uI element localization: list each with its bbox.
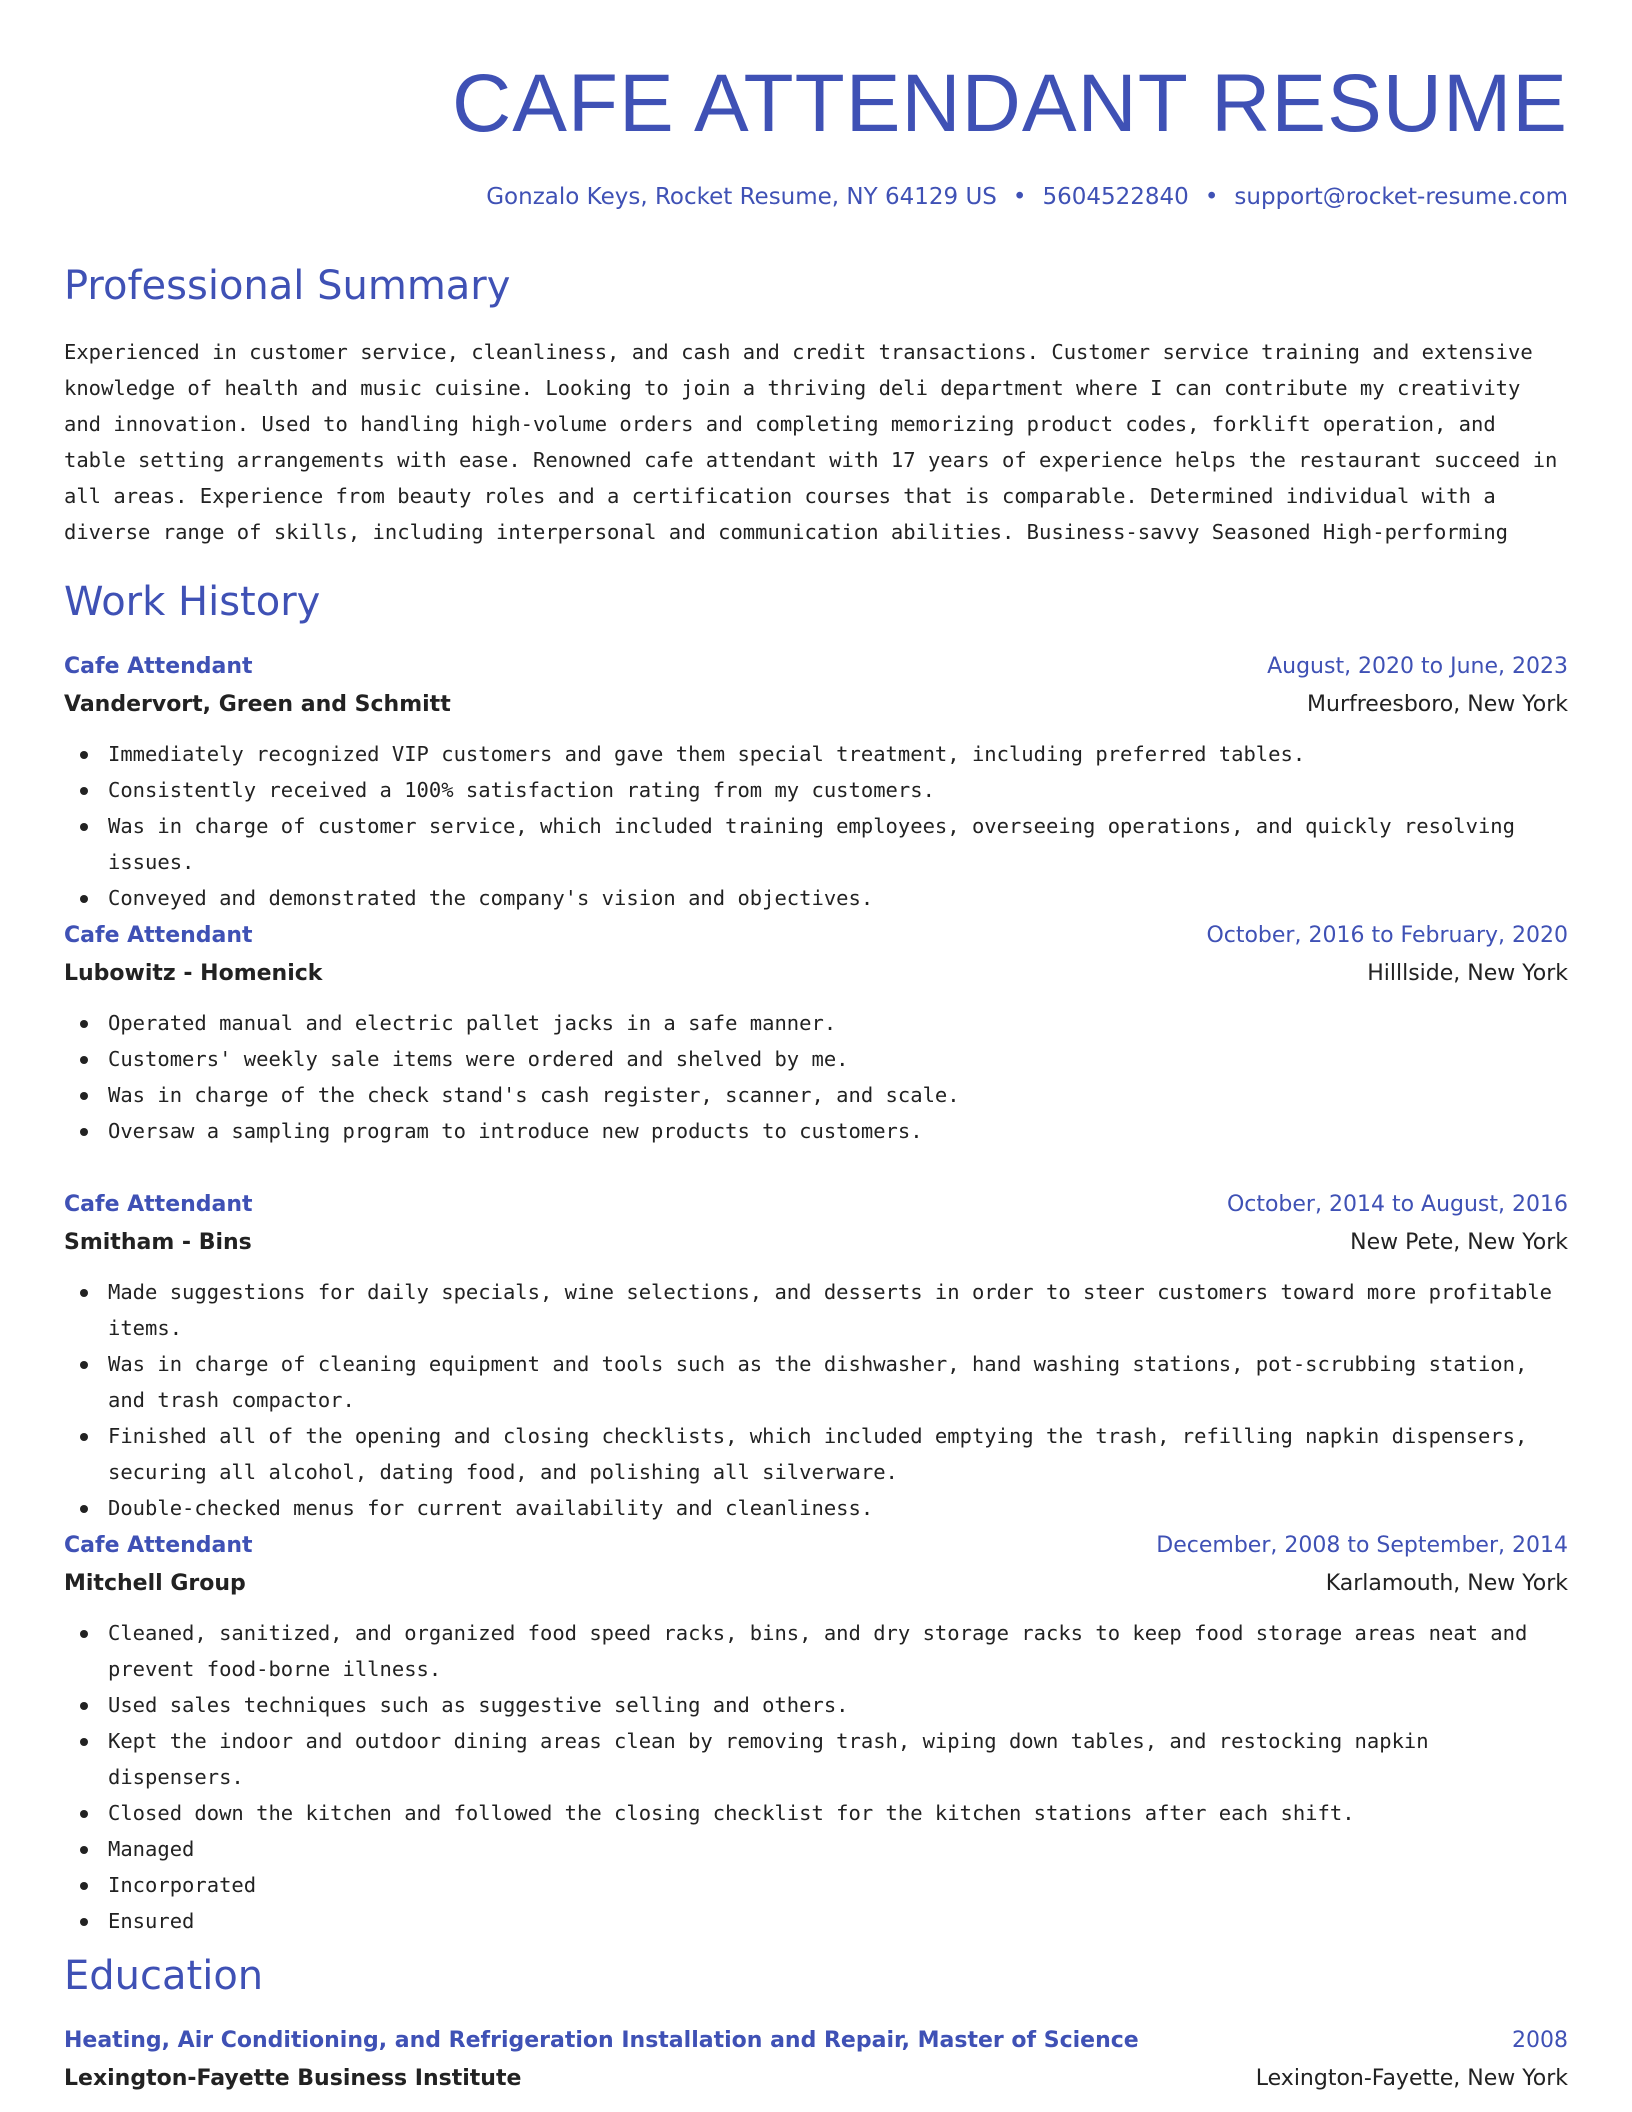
job-bullet: Was in charge of cleaning equipment and tools such as the dishwasher, hand washing stations, pot-scrubbing station, and trash compactor.: [64, 1346, 1568, 1418]
job-location: Murfreesboro, New York: [1307, 692, 1568, 717]
job-bullet: Managed: [64, 1831, 1568, 1867]
job-bullet: Conveyed and demonstrated the company's vision and objectives.: [64, 880, 1568, 916]
education-location: Lexington-Fayette, New York: [1255, 2066, 1568, 2091]
summary-heading: Professional Summary: [64, 263, 511, 309]
job-entry: [64, 1186, 1568, 1526]
education-header-row: [64, 2022, 1568, 2060]
education-heading: Education: [64, 1953, 264, 1999]
contact-separator: •: [1012, 184, 1027, 210]
job-bullet: Used sales techniques such as suggestive selling and others.: [64, 1687, 1568, 1723]
job-subheader-row: [64, 1565, 1568, 1603]
job-bullet: Closed down the kitchen and followed the closing checklist for the kitchen stations after each shift.: [64, 1795, 1568, 1831]
job-header-row: [64, 648, 1568, 686]
job-subheader-row: [64, 1224, 1568, 1262]
job-company: Mitchell Group: [64, 1571, 246, 1596]
job-bullet: Oversaw a sampling program to introduce new products to customers.: [64, 1113, 1568, 1149]
job-title: Cafe Attendant: [64, 654, 253, 679]
job-bullets: [64, 736, 1568, 916]
job-header-row: [64, 1186, 1568, 1224]
job-bullet: Cleaned, sanitized, and organized food speed racks, bins, and dry storage racks to keep food storage areas neat and prevent food-borne illness.: [64, 1615, 1568, 1687]
job-company: Smitham - Bins: [64, 1230, 252, 1255]
summary-text: Experienced in customer service, cleanliness, and cash and credit transactions. Customer service training and extensive knowledge of health and music cuisine. Looking to join a thriving deli department where I can contribute my creativity and innovation. Used to handling high-volume orders and completing memorizing product codes, forklift operation, and table setting arrangements with ease. Renowned cafe attendant with 17 years of experience helps the restaurant succeed in all areas. Experience from beauty roles and a certification courses that is comparable. Determined individual with a diverse range of skills, including interpersonal and communication abilities. Business-savvy Seasoned High-performing: [64, 340, 1558, 544]
job-bullet: Customers' weekly sale items were ordered and shelved by me.: [64, 1041, 1568, 1077]
job-dates: August, 2020 to June, 2023: [1267, 654, 1568, 679]
job-bullet: Ensured: [64, 1903, 1568, 1939]
job-bullet: Kept the indoor and outdoor dining areas clean by removing trash, wiping down tables, and restocking napkin dispensers.: [64, 1723, 1568, 1795]
education-school: Lexington-Fayette Business Institute: [64, 2066, 522, 2091]
resume-page: [64, 0, 1568, 2091]
job-dates: October, 2016 to February, 2020: [1206, 923, 1568, 948]
education-subheader-row: [64, 2060, 1568, 2098]
job-entry: [64, 1527, 1568, 1939]
contact-phone[interactable]: 5604522840: [1042, 184, 1189, 210]
job-title: Cafe Attendant: [64, 1533, 253, 1558]
education-year: 2008: [1512, 2028, 1568, 2053]
job-bullets: [64, 1005, 1568, 1149]
job-header-row: [64, 917, 1568, 955]
job-bullets: [64, 1615, 1568, 1939]
contact-separator: •: [1204, 184, 1219, 210]
job-bullets: [64, 1274, 1568, 1526]
job-company: Vandervort, Green and Schmitt: [64, 692, 451, 717]
job-dates: December, 2008 to September, 2014: [1156, 1533, 1568, 1558]
education-degree: Heating, Air Conditioning, and Refrigeration Installation and Repair, Master of Science: [64, 2028, 1139, 2053]
job-subheader-row: [64, 686, 1568, 724]
job-entry: [64, 917, 1568, 1149]
job-location: New Pete, New York: [1350, 1230, 1568, 1255]
job-bullet: Finished all of the opening and closing checklists, which included emptying the trash, refilling napkin dispensers, securing all alcohol, dating food, and polishing all silverware.: [64, 1418, 1568, 1490]
contact-email[interactable]: support@rocket-resume.com: [1234, 184, 1568, 210]
contact-address: Gonzalo Keys, Rocket Resume, NY 64129 US: [486, 184, 997, 210]
job-bullet: Immediately recognized VIP customers and gave them special treatment, including preferred tables.: [64, 736, 1568, 772]
job-location: Hilllside, New York: [1367, 961, 1568, 986]
job-header-row: [64, 1527, 1568, 1565]
job-entry: [64, 648, 1568, 916]
job-subheader-row: [64, 955, 1568, 993]
job-bullet: Incorporated: [64, 1867, 1568, 1903]
job-title: Cafe Attendant: [64, 923, 253, 948]
contact-line: [486, 182, 1568, 212]
job-bullet: Double-checked menus for current availability and cleanliness.: [64, 1490, 1568, 1526]
job-bullet: Was in charge of customer service, which included training employees, overseeing operations, and quickly resolving issues.: [64, 808, 1568, 880]
work-history-heading: Work History: [64, 579, 321, 625]
job-company: Lubowitz - Homenick: [64, 961, 323, 986]
job-location: Karlamouth, New York: [1325, 1571, 1568, 1596]
job-bullet: Consistently received a 100% satisfaction rating from my customers.: [64, 772, 1568, 808]
job-bullet: Made suggestions for daily specials, wine selections, and desserts in order to steer customers toward more profitable items.: [64, 1274, 1568, 1346]
resume-title: CAFE ATTENDANT RESUME: [452, 58, 1568, 149]
job-bullet: Operated manual and electric pallet jacks in a safe manner.: [64, 1005, 1568, 1041]
job-dates: October, 2014 to August, 2016: [1226, 1192, 1568, 1217]
job-bullet: Was in charge of the check stand's cash register, scanner, and scale.: [64, 1077, 1568, 1113]
job-title: Cafe Attendant: [64, 1192, 253, 1217]
education-entry: [64, 2022, 1568, 2098]
